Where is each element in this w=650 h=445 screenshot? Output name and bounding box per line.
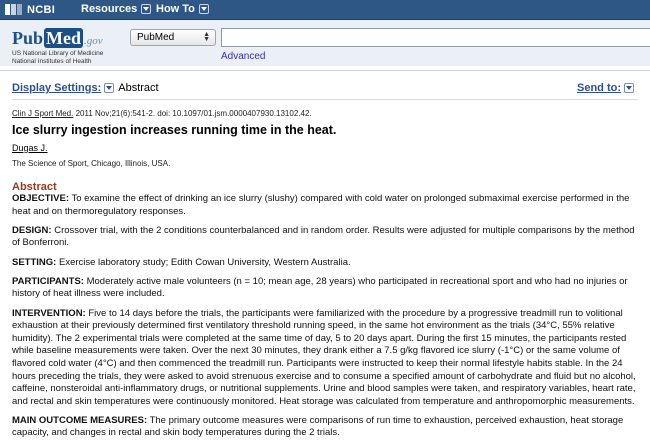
abstract-section-setting <box>12 257 638 270</box>
section-text: Crossover trial, with the 2 conditions counterbalanced and in random order. Results were adjusted for multiple comparisons by the method of Bonferroni. <box>12 224 635 249</box>
section-label: OBJECTIVE: <box>12 193 70 204</box>
citation-details: 2011 Nov;21(6):541-2. doi: 10.1097/01.jsm.0000407930.13102.42. <box>73 109 312 118</box>
chevron-down-icon <box>199 4 209 14</box>
section-label: PARTICIPANTS: <box>12 275 84 287</box>
ncbi-logo[interactable] <box>5 2 55 17</box>
abstract-section-intervention <box>12 308 638 409</box>
search-input[interactable] <box>221 28 650 47</box>
ncbi-logo-icon <box>5 3 25 16</box>
section-label: INTERVENTION: <box>12 307 86 319</box>
chevron-down-icon <box>141 4 151 14</box>
logo-pub: Pub <box>12 28 44 48</box>
article-title: Ice slurry ingestion increases running time in the heat. <box>12 123 337 137</box>
pubmed-logo[interactable] <box>12 28 103 65</box>
resources-menu-label: Resources <box>81 3 138 15</box>
ncbi-top-bar <box>0 0 650 20</box>
author-affiliation: The Science of Sport, Chicago, Illinois, USA. <box>12 159 171 168</box>
display-settings-link[interactable]: Display Settings: <box>12 82 102 94</box>
display-settings <box>12 82 159 94</box>
section-text: Moderately active male volunteers (n = 10; mean age, 28 years) who participated in recreational sport and who had no injuries or history of heat illness were included. <box>12 275 628 300</box>
display-format-value: Abstract <box>118 82 159 94</box>
database-select[interactable] <box>130 29 216 46</box>
abstract-section-design <box>12 225 638 250</box>
send-to <box>577 82 638 94</box>
database-select-value: PubMed <box>137 32 175 43</box>
abstract-heading: Abstract <box>12 181 57 193</box>
abstract-section-objective <box>12 193 638 218</box>
abstract-body <box>12 193 638 445</box>
section-label: DESIGN: <box>12 224 52 236</box>
section-text: Five to 14 days before the trials, the participants were familiarized with the procedure by a progressive treadmill run to volitional exhaustion at their previously determined first ventilatory threshold running speed, in the same hot environment as the trials (34°C, 55% relative humidity). The 2 experimental trials were completed at the same time of day, 5 to 20 days apart. During the first 15 minutes, the participants rested while baseline measurements were taken. Over the next 30 minutes, they drank either a 7.5 g/kg flavored ice slurry (-1°C) or the same volume of flavored cold water (4°C) and then commenced the treadmill run. Participants were instructed to keep their normal lifestyle habits stable. In the 24 hours preceding the trials, they were asked to avoid strenuous exercise and to consume a specified amount of carbohydrate and fluid but no alcohol, caffeine, nonsteroidal anti-inflammatory drugs, or nutritional supplements. Urine and blood samples were taken, and respiratory variables, heart rate, and rectal and skin temperatures were continuously monitored. Heat storage was calculated from temperature and anthropomorphic measurements. <box>12 307 636 407</box>
logo-subtitle-1: US National Library of Medicine <box>12 50 104 57</box>
logo-gov: .gov <box>84 35 103 47</box>
section-text: The primary outcome measures were comparisons of run time to exhaustion, perceived exhaustion, heat storage capacity, and changes in rectal and skin body temperatures during the 2 trials. <box>12 414 624 439</box>
ncbi-logo-text: NCBI <box>27 3 56 16</box>
abstract-section-participants <box>12 276 638 301</box>
logo-subtitle-2: National Institutes of Health <box>12 58 92 65</box>
citation <box>12 109 312 118</box>
select-arrows-icon: ▲ ▼ <box>203 31 210 43</box>
logo-med: Med <box>46 28 82 48</box>
how-to-menu[interactable] <box>156 3 209 15</box>
section-text: To examine the effect of drinking an ice slurry (slushy) compared with cold water on prolonged submaximal exercise performed in the heat and on thermoregulatory responses. <box>12 193 630 217</box>
advanced-search-link[interactable]: Advanced <box>221 51 266 62</box>
send-to-link[interactable]: Send to: <box>577 82 621 94</box>
chevron-down-icon[interactable] <box>104 83 114 93</box>
header-divider <box>0 70 650 71</box>
author-link[interactable]: Dugas J. <box>12 143 48 153</box>
toolbar-divider <box>12 99 638 100</box>
section-text: Exercise laboratory study; Edith Cowan University, Western Australia. <box>56 256 351 268</box>
chevron-down-icon[interactable] <box>624 83 634 93</box>
resources-menu[interactable] <box>81 3 151 15</box>
abstract-section-outcomes <box>12 415 638 440</box>
how-to-menu-label: How To <box>156 3 195 15</box>
search-header <box>0 20 650 66</box>
section-label: MAIN OUTCOME MEASURES: <box>12 414 148 426</box>
section-label: SETTING: <box>12 256 57 268</box>
journal-link[interactable]: Clin J Sport Med. <box>12 109 74 118</box>
